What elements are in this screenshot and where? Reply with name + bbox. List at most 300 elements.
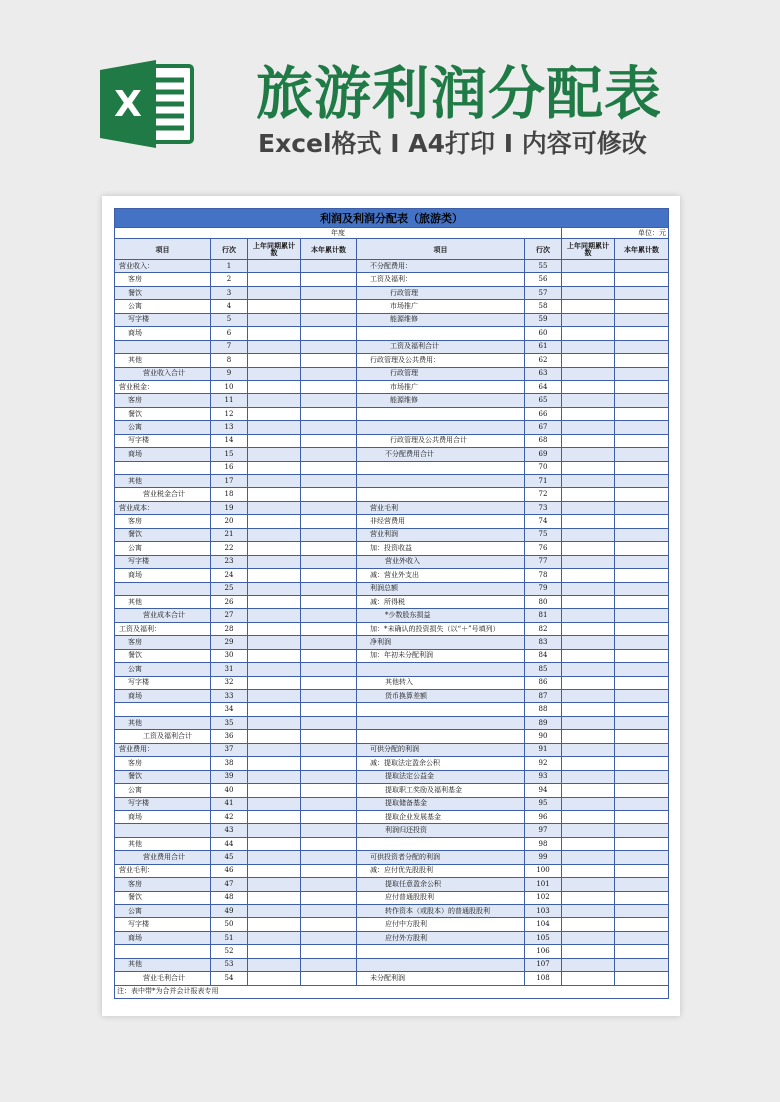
right-prev-value-cell[interactable] [562, 878, 615, 891]
left-prev-value-cell[interactable] [248, 730, 301, 743]
right-prev-value-cell[interactable] [562, 421, 615, 434]
left-prev-value-cell[interactable] [248, 757, 301, 770]
left-prev-value-cell[interactable] [248, 609, 301, 622]
right-curr-value-cell[interactable] [615, 260, 669, 273]
right-prev-value-cell[interactable] [562, 542, 615, 555]
left-prev-value-cell[interactable] [248, 394, 301, 407]
right-curr-value-cell[interactable] [615, 595, 669, 608]
left-prev-value-cell[interactable] [248, 528, 301, 541]
left-prev-value-cell[interactable] [248, 354, 301, 367]
table-row [115, 622, 669, 635]
right-item-cell [357, 837, 525, 850]
right-prev-value-cell[interactable] [562, 797, 615, 810]
right-row-no-cell: 84 [525, 649, 562, 662]
right-prev-value-cell[interactable] [562, 434, 615, 447]
right-prev-value-cell[interactable] [562, 569, 615, 582]
left-prev-value-cell[interactable] [248, 542, 301, 555]
right-curr-value-cell[interactable] [615, 931, 669, 944]
left-prev-value-cell[interactable] [248, 931, 301, 944]
table-row [115, 367, 669, 380]
left-curr-value-cell[interactable] [301, 448, 357, 461]
left-curr-value-cell[interactable] [301, 824, 357, 837]
left-row-no-cell: 9 [211, 367, 248, 380]
left-curr-value-cell[interactable] [301, 905, 357, 918]
left-row-no-cell: 36 [211, 730, 248, 743]
left-row-no-cell: 4 [211, 300, 248, 313]
right-curr-value-cell[interactable] [615, 837, 669, 850]
left-prev-value-cell[interactable] [248, 555, 301, 568]
left-row-no-cell: 15 [211, 448, 248, 461]
right-item-cell: 利润归还投资 [357, 824, 525, 837]
left-row-no-cell: 35 [211, 716, 248, 729]
table-row [115, 407, 669, 420]
table-row [115, 636, 669, 649]
left-curr-value-cell[interactable] [301, 354, 357, 367]
left-prev-value-cell[interactable] [248, 380, 301, 393]
left-curr-value-cell[interactable] [301, 958, 357, 971]
left-prev-value-cell[interactable] [248, 878, 301, 891]
right-prev-value-cell[interactable] [562, 716, 615, 729]
left-prev-value-cell[interactable] [248, 636, 301, 649]
left-prev-value-cell[interactable] [248, 945, 301, 958]
right-prev-value-cell[interactable] [562, 394, 615, 407]
right-row-no-cell: 101 [525, 878, 562, 891]
left-curr-value-cell[interactable] [301, 501, 357, 514]
right-prev-value-cell[interactable] [562, 864, 615, 877]
right-item-cell [357, 703, 525, 716]
left-curr-value-cell[interactable] [301, 421, 357, 434]
left-curr-value-cell[interactable] [301, 555, 357, 568]
left-prev-value-cell[interactable] [248, 676, 301, 689]
left-curr-value-cell[interactable] [301, 931, 357, 944]
table-row [115, 864, 669, 877]
left-curr-value-cell[interactable] [301, 784, 357, 797]
left-prev-value-cell[interactable] [248, 703, 301, 716]
left-prev-value-cell[interactable] [248, 918, 301, 931]
right-prev-value-cell[interactable] [562, 582, 615, 595]
left-prev-value-cell[interactable] [248, 260, 301, 273]
left-curr-value-cell[interactable] [301, 542, 357, 555]
right-prev-value-cell[interactable] [562, 273, 615, 286]
right-row-no-cell: 99 [525, 851, 562, 864]
right-curr-value-cell[interactable] [615, 784, 669, 797]
left-prev-value-cell[interactable] [248, 824, 301, 837]
right-curr-value-cell[interactable] [615, 905, 669, 918]
left-item-cell: 营业收入： [115, 260, 211, 273]
right-curr-value-cell[interactable] [615, 300, 669, 313]
left-prev-value-cell[interactable] [248, 851, 301, 864]
left-prev-value-cell[interactable] [248, 407, 301, 420]
left-prev-value-cell[interactable] [248, 770, 301, 783]
left-prev-value-cell[interactable] [248, 716, 301, 729]
left-prev-value-cell[interactable] [248, 582, 301, 595]
left-prev-value-cell[interactable] [248, 905, 301, 918]
table-row [115, 972, 669, 985]
right-prev-value-cell[interactable] [562, 810, 615, 823]
right-prev-value-cell[interactable] [562, 931, 615, 944]
right-prev-value-cell[interactable] [562, 515, 615, 528]
right-curr-value-cell[interactable] [615, 824, 669, 837]
left-item-cell: 商场 [115, 448, 211, 461]
left-curr-value-cell[interactable] [301, 743, 357, 756]
right-prev-value-cell[interactable] [562, 327, 615, 340]
right-prev-value-cell[interactable] [562, 501, 615, 514]
left-prev-value-cell[interactable] [248, 461, 301, 474]
left-item-cell: 写字楼 [115, 434, 211, 447]
right-curr-value-cell[interactable] [615, 273, 669, 286]
right-prev-value-cell[interactable] [562, 367, 615, 380]
right-prev-value-cell[interactable] [562, 300, 615, 313]
left-curr-value-cell[interactable] [301, 569, 357, 582]
right-row-no-cell: 89 [525, 716, 562, 729]
left-curr-value-cell[interactable] [301, 582, 357, 595]
right-item-cell: 行政管理 [357, 367, 525, 380]
left-prev-value-cell[interactable] [248, 743, 301, 756]
left-curr-value-cell[interactable] [301, 716, 357, 729]
left-prev-value-cell[interactable] [248, 797, 301, 810]
left-curr-value-cell[interactable] [301, 434, 357, 447]
header-prev-left: 上年同期累计数 [248, 239, 301, 260]
right-row-no-cell: 72 [525, 488, 562, 501]
right-item-cell [357, 475, 525, 488]
left-prev-value-cell[interactable] [248, 327, 301, 340]
left-curr-value-cell[interactable] [301, 945, 357, 958]
right-prev-value-cell[interactable] [562, 354, 615, 367]
left-curr-value-cell[interactable] [301, 797, 357, 810]
right-curr-value-cell[interactable] [615, 770, 669, 783]
right-curr-value-cell[interactable] [615, 663, 669, 676]
left-curr-value-cell[interactable] [301, 340, 357, 353]
left-item-cell: 商场 [115, 931, 211, 944]
left-item-cell: 公寓 [115, 542, 211, 555]
left-curr-value-cell[interactable] [301, 622, 357, 635]
right-curr-value-cell[interactable] [615, 542, 669, 555]
right-row-no-cell: 67 [525, 421, 562, 434]
right-item-cell: 能源维修 [357, 394, 525, 407]
right-prev-value-cell[interactable] [562, 609, 615, 622]
left-curr-value-cell[interactable] [301, 703, 357, 716]
left-curr-value-cell[interactable] [301, 770, 357, 783]
right-curr-value-cell[interactable] [615, 864, 669, 877]
right-curr-value-cell[interactable] [615, 690, 669, 703]
left-prev-value-cell[interactable] [248, 649, 301, 662]
right-prev-value-cell[interactable] [562, 837, 615, 850]
left-curr-value-cell[interactable] [301, 394, 357, 407]
left-curr-value-cell[interactable] [301, 475, 357, 488]
left-curr-value-cell[interactable] [301, 595, 357, 608]
right-prev-value-cell[interactable] [562, 703, 615, 716]
right-curr-value-cell[interactable] [615, 743, 669, 756]
right-prev-value-cell[interactable] [562, 945, 615, 958]
right-item-cell [357, 730, 525, 743]
table-row [115, 757, 669, 770]
right-curr-value-cell[interactable] [615, 528, 669, 541]
left-prev-value-cell[interactable] [248, 448, 301, 461]
excel-logo-icon [100, 56, 196, 152]
right-prev-value-cell[interactable] [562, 690, 615, 703]
right-curr-value-cell[interactable] [615, 555, 669, 568]
left-curr-value-cell[interactable] [301, 690, 357, 703]
right-item-cell: 可供分配的利润 [357, 743, 525, 756]
right-curr-value-cell[interactable] [615, 340, 669, 353]
right-curr-value-cell[interactable] [615, 622, 669, 635]
right-prev-value-cell[interactable] [562, 448, 615, 461]
right-prev-value-cell[interactable] [562, 622, 615, 635]
right-row-no-cell: 56 [525, 273, 562, 286]
right-item-cell: 转作资本（或股本）的普通股股利 [357, 905, 525, 918]
right-curr-value-cell[interactable] [615, 434, 669, 447]
left-curr-value-cell[interactable] [301, 891, 357, 904]
table-row [115, 394, 669, 407]
right-prev-value-cell[interactable] [562, 918, 615, 931]
left-curr-value-cell[interactable] [301, 649, 357, 662]
left-curr-value-cell[interactable] [301, 407, 357, 420]
right-curr-value-cell[interactable] [615, 730, 669, 743]
left-curr-value-cell[interactable] [301, 461, 357, 474]
left-prev-value-cell[interactable] [248, 864, 301, 877]
right-prev-value-cell[interactable] [562, 340, 615, 353]
right-prev-value-cell[interactable] [562, 972, 615, 985]
right-row-no-cell: 80 [525, 595, 562, 608]
left-prev-value-cell[interactable] [248, 421, 301, 434]
right-curr-value-cell[interactable] [615, 380, 669, 393]
right-prev-value-cell[interactable] [562, 743, 615, 756]
left-curr-value-cell[interactable] [301, 327, 357, 340]
right-item-cell [357, 716, 525, 729]
left-curr-value-cell[interactable] [301, 528, 357, 541]
left-row-no-cell: 31 [211, 663, 248, 676]
right-prev-value-cell[interactable] [562, 676, 615, 689]
right-item-cell: 行政管理及公共费用： [357, 354, 525, 367]
right-row-no-cell: 64 [525, 380, 562, 393]
right-curr-value-cell[interactable] [615, 851, 669, 864]
left-prev-value-cell[interactable] [248, 690, 301, 703]
right-prev-value-cell[interactable] [562, 555, 615, 568]
left-item-cell: 营业成本： [115, 501, 211, 514]
left-item-cell: 其他 [115, 716, 211, 729]
right-row-no-cell: 71 [525, 475, 562, 488]
left-item-cell: 其他 [115, 595, 211, 608]
left-row-no-cell: 28 [211, 622, 248, 635]
left-curr-value-cell[interactable] [301, 864, 357, 877]
right-item-cell: 减：应付优先股股利 [357, 864, 525, 877]
left-prev-value-cell[interactable] [248, 569, 301, 582]
right-prev-value-cell[interactable] [562, 663, 615, 676]
left-prev-value-cell[interactable] [248, 891, 301, 904]
right-curr-value-cell[interactable] [615, 918, 669, 931]
left-curr-value-cell[interactable] [301, 757, 357, 770]
left-prev-value-cell[interactable] [248, 434, 301, 447]
left-curr-value-cell[interactable] [301, 313, 357, 326]
left-prev-value-cell[interactable] [248, 972, 301, 985]
left-prev-value-cell[interactable] [248, 475, 301, 488]
left-curr-value-cell[interactable] [301, 663, 357, 676]
right-prev-value-cell[interactable] [562, 636, 615, 649]
right-curr-value-cell[interactable] [615, 354, 669, 367]
table-row [115, 784, 669, 797]
left-prev-value-cell[interactable] [248, 300, 301, 313]
right-curr-value-cell[interactable] [615, 891, 669, 904]
left-prev-value-cell[interactable] [248, 958, 301, 971]
right-curr-value-cell[interactable] [615, 878, 669, 891]
right-row-no-cell: 63 [525, 367, 562, 380]
left-prev-value-cell[interactable] [248, 663, 301, 676]
right-prev-value-cell[interactable] [562, 824, 615, 837]
right-prev-value-cell[interactable] [562, 260, 615, 273]
left-prev-value-cell[interactable] [248, 595, 301, 608]
right-curr-value-cell[interactable] [615, 582, 669, 595]
left-item-cell: 公寓 [115, 905, 211, 918]
right-row-no-cell: 96 [525, 810, 562, 823]
left-curr-value-cell[interactable] [301, 380, 357, 393]
right-curr-value-cell[interactable] [615, 515, 669, 528]
left-prev-value-cell[interactable] [248, 367, 301, 380]
left-curr-value-cell[interactable] [301, 676, 357, 689]
left-row-no-cell: 48 [211, 891, 248, 904]
table-row [115, 421, 669, 434]
table-row [115, 609, 669, 622]
right-prev-value-cell[interactable] [562, 784, 615, 797]
right-curr-value-cell[interactable] [615, 810, 669, 823]
right-curr-value-cell[interactable] [615, 958, 669, 971]
left-item-cell: 营业费用合计 [115, 851, 211, 864]
table-row [115, 918, 669, 931]
right-curr-value-cell[interactable] [615, 757, 669, 770]
right-curr-value-cell[interactable] [615, 972, 669, 985]
left-prev-value-cell[interactable] [248, 340, 301, 353]
left-prev-value-cell[interactable] [248, 313, 301, 326]
right-item-cell [357, 461, 525, 474]
page-title: 旅游利润分配表 [256, 61, 662, 127]
right-curr-value-cell[interactable] [615, 609, 669, 622]
right-curr-value-cell[interactable] [615, 421, 669, 434]
left-prev-value-cell[interactable] [248, 273, 301, 286]
left-prev-value-cell[interactable] [248, 515, 301, 528]
right-row-no-cell: 77 [525, 555, 562, 568]
left-curr-value-cell[interactable] [301, 972, 357, 985]
left-curr-value-cell[interactable] [301, 837, 357, 850]
left-row-no-cell: 20 [211, 515, 248, 528]
right-prev-value-cell[interactable] [562, 891, 615, 904]
left-curr-value-cell[interactable] [301, 273, 357, 286]
table-row [115, 878, 669, 891]
left-item-cell: 公寓 [115, 784, 211, 797]
right-row-no-cell: 87 [525, 690, 562, 703]
right-curr-value-cell[interactable] [615, 394, 669, 407]
table-row [115, 300, 669, 313]
left-curr-value-cell[interactable] [301, 810, 357, 823]
left-prev-value-cell[interactable] [248, 837, 301, 850]
right-curr-value-cell[interactable] [615, 407, 669, 420]
right-curr-value-cell[interactable] [615, 797, 669, 810]
right-prev-value-cell[interactable] [562, 730, 615, 743]
right-curr-value-cell[interactable] [615, 569, 669, 582]
right-curr-value-cell[interactable] [615, 475, 669, 488]
left-row-no-cell: 43 [211, 824, 248, 837]
left-item-cell: 公寓 [115, 663, 211, 676]
right-curr-value-cell[interactable] [615, 501, 669, 514]
right-prev-value-cell[interactable] [562, 407, 615, 420]
left-item-cell: 餐饮 [115, 286, 211, 299]
table-row [115, 528, 669, 541]
right-prev-value-cell[interactable] [562, 286, 615, 299]
left-curr-value-cell[interactable] [301, 878, 357, 891]
left-row-no-cell: 50 [211, 918, 248, 931]
left-curr-value-cell[interactable] [301, 488, 357, 501]
table-note: 注：表中带*为合并会计报表专用 [115, 985, 669, 998]
table-row [115, 703, 669, 716]
right-prev-value-cell[interactable] [562, 649, 615, 662]
right-prev-value-cell[interactable] [562, 380, 615, 393]
right-curr-value-cell[interactable] [615, 488, 669, 501]
left-prev-value-cell[interactable] [248, 286, 301, 299]
right-curr-value-cell[interactable] [615, 367, 669, 380]
left-row-no-cell: 44 [211, 837, 248, 850]
left-prev-value-cell[interactable] [248, 622, 301, 635]
right-prev-value-cell[interactable] [562, 958, 615, 971]
left-prev-value-cell[interactable] [248, 810, 301, 823]
right-curr-value-cell[interactable] [615, 945, 669, 958]
right-curr-value-cell[interactable] [615, 703, 669, 716]
left-curr-value-cell[interactable] [301, 851, 357, 864]
left-curr-value-cell[interactable] [301, 515, 357, 528]
left-curr-value-cell[interactable] [301, 730, 357, 743]
spreadsheet-sheet [102, 196, 680, 1016]
right-row-no-cell: 70 [525, 461, 562, 474]
table-row [115, 931, 669, 944]
right-prev-value-cell[interactable] [562, 461, 615, 474]
right-curr-value-cell[interactable] [615, 448, 669, 461]
right-curr-value-cell[interactable] [615, 313, 669, 326]
right-curr-value-cell[interactable] [615, 461, 669, 474]
right-prev-value-cell[interactable] [562, 595, 615, 608]
left-curr-value-cell[interactable] [301, 300, 357, 313]
left-item-cell: 营业收入合计 [115, 367, 211, 380]
left-row-no-cell: 52 [211, 945, 248, 958]
right-prev-value-cell[interactable] [562, 770, 615, 783]
left-curr-value-cell[interactable] [301, 609, 357, 622]
left-curr-value-cell[interactable] [301, 367, 357, 380]
right-curr-value-cell[interactable] [615, 327, 669, 340]
right-prev-value-cell[interactable] [562, 851, 615, 864]
right-curr-value-cell[interactable] [615, 286, 669, 299]
left-item-cell: 客房 [115, 636, 211, 649]
right-prev-value-cell[interactable] [562, 757, 615, 770]
right-curr-value-cell[interactable] [615, 636, 669, 649]
left-prev-value-cell[interactable] [248, 784, 301, 797]
left-row-no-cell: 53 [211, 958, 248, 971]
right-prev-value-cell[interactable] [562, 488, 615, 501]
right-curr-value-cell[interactable] [615, 676, 669, 689]
left-curr-value-cell[interactable] [301, 918, 357, 931]
right-prev-value-cell[interactable] [562, 905, 615, 918]
left-item-cell: 餐饮 [115, 528, 211, 541]
left-curr-value-cell[interactable] [301, 636, 357, 649]
right-prev-value-cell[interactable] [562, 528, 615, 541]
left-row-no-cell: 7 [211, 340, 248, 353]
left-curr-value-cell[interactable] [301, 286, 357, 299]
right-prev-value-cell[interactable] [562, 475, 615, 488]
right-item-cell: 不分配费用： [357, 260, 525, 273]
left-prev-value-cell[interactable] [248, 488, 301, 501]
left-prev-value-cell[interactable] [248, 501, 301, 514]
right-row-no-cell: 106 [525, 945, 562, 958]
left-item-cell: 营业毛利： [115, 864, 211, 877]
right-curr-value-cell[interactable] [615, 649, 669, 662]
left-curr-value-cell[interactable] [301, 260, 357, 273]
right-curr-value-cell[interactable] [615, 716, 669, 729]
right-prev-value-cell[interactable] [562, 313, 615, 326]
